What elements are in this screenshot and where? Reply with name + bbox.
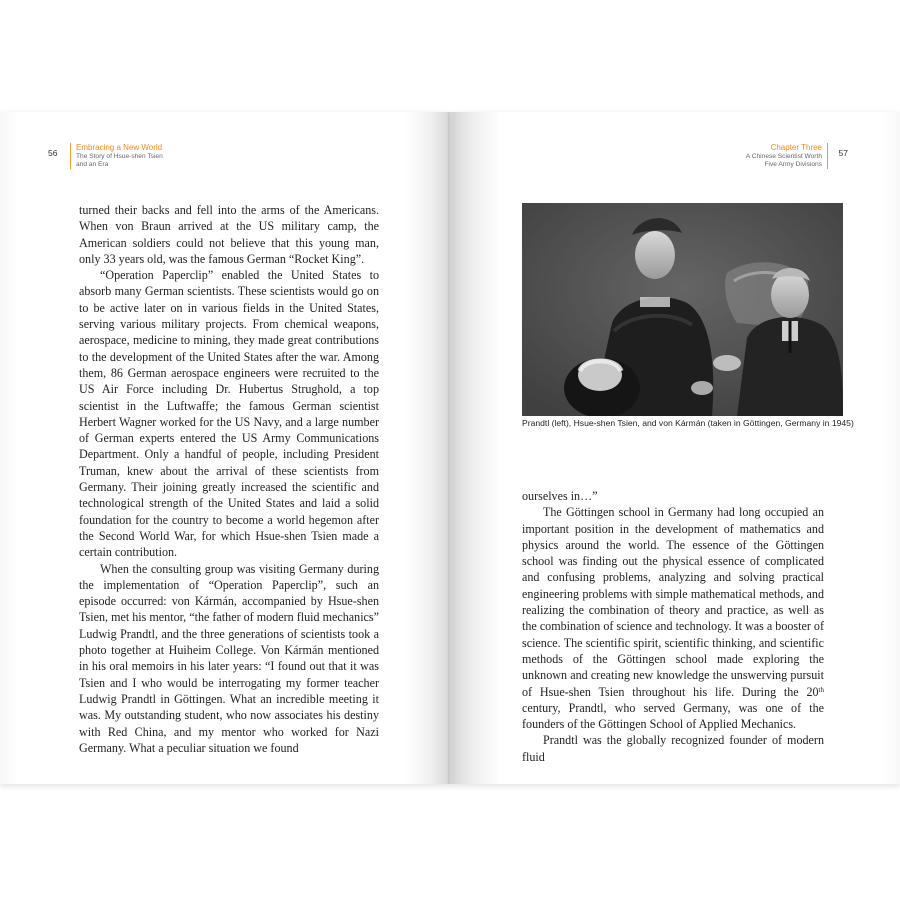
right-page	[452, 112, 900, 784]
paragraph: When the consulting group was visiting Germany during the implementation of “Operation Paperclip”, such an episode occurred: von Kármán, accompanied by Hsue-shen Tsien, met his mentor, “the father of modern fluid mechanics” Ludwig Prandtl, and the three generations of scientists took a photo together at Huiheim College. Von Kármán mentioned in his oral memoirs in his later years: “I found out that it was Tsien and I who would be interrogating my former teacher Ludwig Prandtl in Göttingen. What an incredible meeting it was. My outstanding student, who now associates his destiny with Red China, and my mentor who worked for Nazi Germany. What a peculiar situation we found	[79, 561, 379, 755]
paragraph: “Operation Paperclip” enabled the United States to absorb many German scientists. These scientists would go on to be active later on in various fields in the United States, serving various military projects. From chemical weapons, aerospace, medicine to mining, they made great contributions to the development of the United States after the war. Among them, 86 German aerospace engineers were recruited to the US Air Force including Dr. Hubertus Strughold, a top scientist in the Luftwaffe; the famous German scientist Herbert Wagner worked for the US Navy, and a large number of German experts entered the US Army Communications Department. Only a handful of people, including President Truman, knew about the arrival of these scientists from Germany. Their joining greatly increased the scientific and technological strength of the United States and laid a solid foundation for the country to become a world hegemon after the Second World War, for which Hsue-shen Tsien made a certain contribution.	[79, 268, 379, 560]
running-head-subtitle: The Story of Hsue-shen Tsien	[76, 153, 163, 160]
paragraph-text: century, Prandtl, who served Germany, was one of the founders of the Göttingen School of Applied Mechanics.	[522, 700, 824, 732]
book-spread	[0, 112, 900, 784]
running-head-subtitle: Five Army Divisions	[764, 161, 822, 168]
running-head-subtitle: A Chinese Scientist Worth	[745, 153, 822, 160]
left-page	[0, 112, 452, 784]
paragraph: Prandtl was the globally recognized founder of modern fluid	[522, 733, 824, 764]
paragraph: turned their backs and fell into the arms of the Americans. When von Braun arrived at the US military camp, the American soldiers could not believe that this young man, only 33 years old, was the famous German “Rocket King”.	[79, 203, 379, 266]
page-number: 57	[838, 148, 848, 158]
page-number: 56	[48, 148, 58, 158]
running-head-subtitle: and an Era	[76, 161, 109, 168]
paragraph: ourselves in…”	[522, 489, 598, 503]
body-text	[79, 202, 379, 756]
paragraph-text: The Göttingen school in Germany had long occupied an important position in the development of mathematics and physics around the world. The essence of the Göttingen school was finding out the physical essence of complicated and confusing problems, analyzing and solving practical engineering problems with simple mathematical methods, and realizing the combination of theory and practice, as well as the combination of science and technology. It was a booster of science. The scientific spirit, scientific thinking, and scientific methods of the Göttingen school made exploring the unknown and creating new knowledge the unswerving pursuit of Hsue-shen Tsien throughout his life. During the 20	[522, 505, 824, 699]
running-head-title: Embracing a New World	[76, 143, 163, 152]
photo-image	[522, 203, 843, 416]
body-text	[522, 488, 824, 765]
photo-caption: Prandtl (left), Hsue-shen Tsien, and von Kármán (taken in Göttingen, Germany in 1945)	[522, 418, 854, 428]
running-head-title: Chapter Three	[770, 143, 822, 152]
running-head	[70, 143, 163, 169]
running-head	[746, 143, 828, 169]
paragraph	[522, 504, 824, 732]
superscript: th	[818, 685, 824, 694]
historical-photo	[522, 203, 843, 416]
